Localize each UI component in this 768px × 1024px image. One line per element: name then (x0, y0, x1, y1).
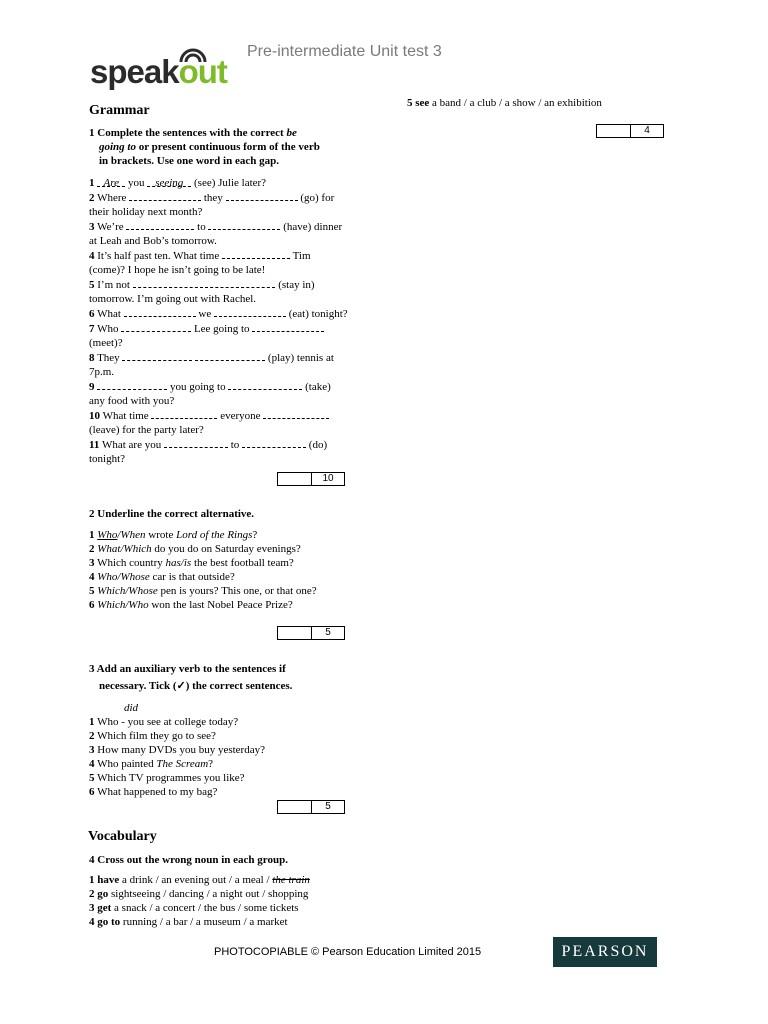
gap-input[interactable] (263, 408, 329, 419)
ex1-line-3: 3 We’re to (have) dinner (89, 221, 343, 233)
ex2-score-total: 5 (325, 627, 331, 638)
vocabulary-heading: Vocabulary (88, 829, 157, 844)
ex3-line-3: 3 How many DVDs you buy yesterday? (89, 744, 265, 756)
ex1-line-11: 11 What are you to (do) (89, 439, 328, 451)
ex1-line-8: 8 They (play) tennis at (89, 352, 334, 364)
gap-input[interactable] (228, 379, 302, 390)
ex1-line-6: 6 What we (eat) tonight? (89, 308, 348, 320)
ex3-line-4: 4 Who painted The Scream? (89, 758, 214, 770)
ex1-line-10b: (leave) for the party later? (89, 424, 204, 436)
logo-out: out (178, 53, 227, 90)
ex4-instructions: 4 Cross out the wrong noun in each group. (89, 854, 288, 866)
ex1-line-7: 7 Who Lee going to (89, 321, 369, 336)
ex1-line-8b: 7p.m. (89, 366, 115, 378)
ex1-instructions: 1 Complete the sentences with the correct be going to or present continuous form of the verb in brackets. Use one word in each gap. (89, 127, 320, 167)
gap-input[interactable] (205, 277, 275, 288)
gap-input[interactable] (164, 437, 228, 448)
ex2-instructions: 2 Underline the correct alternative. (89, 508, 255, 520)
ex1-items (89, 176, 369, 466)
gap-input[interactable] (122, 350, 192, 361)
ex1-score-box (277, 472, 345, 486)
answer-seeing: seeing (147, 176, 191, 187)
gap-input[interactable] (242, 437, 306, 448)
ex2-line-3: 3 Which country has/is the best football team? (89, 557, 294, 569)
ex4-line-4: 4 go to running / a bar / a museum / a market (89, 916, 288, 928)
ex4-line-5: 5 see a band / a club / a show / an exhibition (407, 97, 602, 109)
grammar-heading: Grammar (89, 103, 150, 118)
ex3-example-word: did (124, 702, 139, 714)
pearson-logo: PEARSON (553, 937, 657, 967)
answer-are: Are (97, 176, 125, 187)
ex1-score-total: 10 (322, 473, 334, 484)
gap-input[interactable] (222, 248, 290, 259)
ex4-score-box (596, 124, 664, 138)
ex4-score-total: 4 (644, 125, 650, 136)
gap-input[interactable] (124, 306, 196, 317)
gap-input[interactable] (252, 321, 324, 332)
speakout-logo (90, 42, 250, 94)
gap-input[interactable] (129, 190, 201, 201)
ex1-line-4: 4 It’s half past ten. What time Tim (89, 250, 311, 262)
logo-speak: speak (90, 53, 179, 90)
ex4-line-2: 2 go sightseeing / dancing / a night out / shopping (89, 888, 309, 900)
ex1-line-4b: (come)? I hope he isn’t going to be late! (89, 264, 266, 276)
ex3-items (89, 715, 265, 799)
gap-input[interactable] (121, 321, 191, 332)
ex1-line-10: 10 What time everyone (89, 408, 369, 423)
gap-input[interactable] (151, 408, 217, 419)
ex3-line-5: 5 Which TV programmes you like? (89, 772, 245, 784)
gap-input[interactable] (226, 190, 298, 201)
page-subtitle: Pre-intermediate Unit test 3 (247, 43, 442, 60)
ex2-score-box (277, 626, 345, 640)
ex3-line-1: 1 Who - you see at college today? (89, 716, 239, 728)
ex1-line-1: 1 Are you seeing (see) Julie later? (89, 177, 267, 189)
gap-input[interactable] (126, 219, 194, 230)
score-blank[interactable] (278, 473, 312, 485)
ex1-line-7b: (meet)? (89, 337, 123, 349)
ex1-line-2: 2 Where they (go) for (89, 192, 335, 204)
ex3-instructions: 3 Add an auxiliary verb to the sentences if necessary. Tick (✓) the correct sentences. (89, 663, 293, 692)
gap-input[interactable] (208, 219, 280, 230)
gap-input[interactable] (214, 306, 286, 317)
ex3-score-total: 5 (325, 801, 331, 812)
gap-input[interactable] (133, 277, 203, 288)
ex4-items (89, 873, 310, 929)
ex4-line-3: 3 get a snack / a concert / the bus / some tickets (89, 902, 299, 914)
score-blank[interactable] (278, 801, 312, 813)
ex2-line-5: 5 Which/Whose pen is yours? This one, or that one? (89, 585, 317, 597)
ex1-line-5b: tomorrow. I’m going out with Rachel. (89, 293, 257, 305)
score-blank[interactable] (597, 125, 631, 137)
ex2-items (89, 528, 317, 612)
score-blank[interactable] (278, 627, 312, 639)
ex1-line-9b: any food with you? (89, 395, 175, 407)
gap-input[interactable] (97, 379, 167, 390)
ex2-line-2: 2 What/Which do you do on Saturday evenings? (89, 543, 301, 555)
ex1-line-11b: tonight? (89, 453, 126, 465)
ex1-line-3b: at Leah and Bob’s tomorrow. (89, 235, 217, 247)
ex2-line-4: 4 Who/Whose car is that outside? (89, 571, 235, 583)
ex1-line-9: 9 you going to (take) (89, 381, 331, 393)
copyright-footer: PHOTOCOPIABLE © Pearson Education Limited 2015 (214, 946, 482, 958)
ex2-line-6: 6 Which/Who won the last Nobel Peace Prize? (89, 599, 293, 611)
ex1-line-5: 5 I’m not (stay in) (89, 279, 315, 291)
gap-input[interactable] (195, 350, 265, 361)
ex2-line-1: 1 Who/When wrote Lord of the Rings? (89, 529, 258, 541)
ex1-line-2b: their holiday next month? (89, 206, 203, 218)
ex3-line-2: 2 Which film they go to see? (89, 730, 216, 742)
ex3-score-box (277, 800, 345, 814)
ex4-line-1: 1 have a drink / an evening out / a meal / the train (89, 874, 310, 886)
ex3-line-6: 6 What happened to my bag? (89, 786, 218, 798)
